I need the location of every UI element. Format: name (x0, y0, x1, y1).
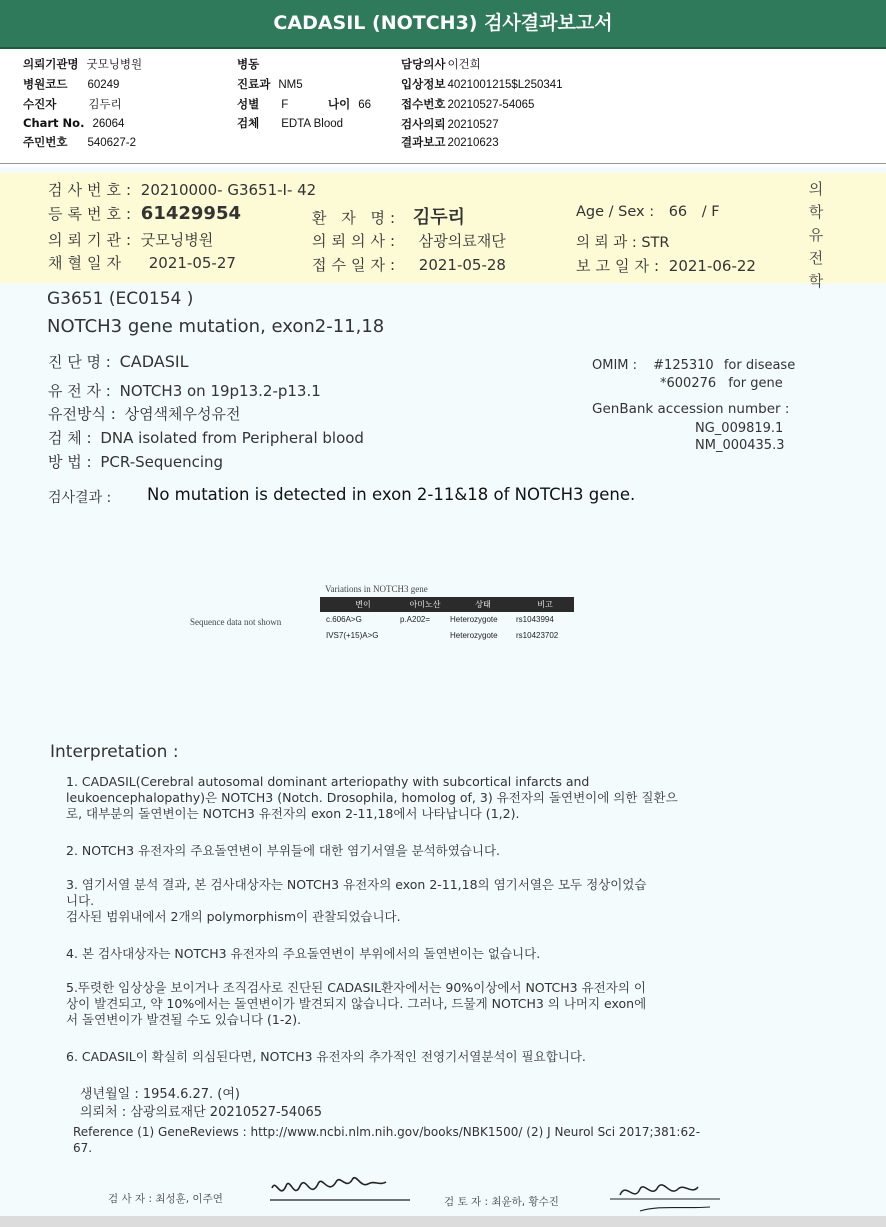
header-resident-no: 주민번호 540627-2 (23, 135, 137, 149)
birth-date: 생년월일 : 1954.6.27. (여) (80, 1087, 241, 1102)
test-number: 검사번호: 20210000- G3651-I- 42 (48, 181, 317, 199)
header-request-date: 검사의뢰 20210527 (401, 117, 499, 131)
reviewer-signature (600, 1175, 740, 1215)
header-age: 나이 66 (328, 97, 372, 111)
header-specimen: 검체 EDTA Blood (237, 116, 344, 130)
header-report-date: 결과보고 20210623 (401, 135, 499, 149)
age-sex: Age / Sex : 66 / F (576, 204, 720, 220)
col-header: 아미노산 (409, 600, 441, 609)
table-row: c.606A>G p.A202= Heterozygote rs1043994 (326, 615, 554, 624)
header-institution: 의뢰기관명 굿모닝병원 (23, 57, 143, 71)
result-label: 검사결과 : (48, 490, 112, 506)
reference-line-1: Reference (1) GeneReviews : http://www.ncbi.nlm.nih.gov/books/NBK1500/ (2) J Neurol Sci 2017;381:62- (73, 1125, 701, 1139)
diagnosis-row: 진 단 명 : CADASIL (48, 352, 189, 371)
genbank-nm: NM_000435.3 (695, 438, 785, 453)
viewer-bottom-bar (0, 1216, 886, 1227)
interpretation-heading: Interpretation : (50, 742, 179, 762)
interpretation-item-2: 2. NOTCH3 유전자의 주요돌연변이 부위들에 대한 염기서열을 분석하였습니다. (66, 843, 500, 858)
method-row: 방 법 : PCR-Sequencing (48, 453, 224, 471)
header-dept: 진료과 NM5 (237, 77, 303, 91)
variations-table (320, 597, 574, 644)
interpretation-item-3: 3. 염기서열 분석 결과, 본 검사대상자는 NOTCH3 유전자의 exon 2-11,18의 염기서열은 모두 정상이었습 니다. 검사된 범위내에서 2개의 polymorphism이 관찰되었습니다. (66, 877, 647, 924)
interpretation-item-1: 1. CADASIL(Cerebral autosomal dominant arteriopathy with subcortical infarcts and leukoencephalopathy)은 NOTCH3 (Notch. Drosophila, homolog of, 3) 유전자의 돌연변이에 의한 질환으 로, 대부분의 돌연변이는 NOTCH3 유전자의 exon 2-11,18에서 나타납니다 (1,2). (66, 774, 678, 821)
header-sex: 성별 F (237, 97, 289, 111)
col-header: 변이 (355, 600, 371, 609)
interpretation-item-4: 4. 본 검사대상자는 NOTCH3 유전자의 주요돌연변이 부위에서의 돌연변이는 없습니다. (66, 946, 541, 961)
genbank-label: GenBank accession number : (592, 401, 790, 417)
tester-signature (262, 1160, 412, 1210)
header-patient: 수진자 김두리 (23, 97, 122, 111)
gene-row: 유 전 자 : NOTCH3 on 19p13.2-p13.1 (48, 382, 321, 400)
table-row: IVS7(+15)A>G Heterozygote rs10423702 (326, 631, 559, 640)
requesting-dept: 의 뢰 과 : STR (576, 235, 670, 251)
result-statement: No mutation is detected in exon 2-11&18 of NOTCH3 gene. (147, 485, 636, 504)
header-hospital-code: 병원코드 60249 (23, 77, 120, 91)
genbank-ng: NG_009819.1 (695, 421, 784, 436)
department-vertical-label: 의 학 유 전 학 (808, 180, 824, 290)
collection-date: 채혈일자 2021-05-27 (48, 254, 236, 272)
header-doctor: 담당의사 이건희 (401, 57, 481, 71)
requesting-institution: 의뢰기관: 굿모닝병원 (48, 231, 214, 249)
reference-line-2: 67. (73, 1141, 93, 1155)
receipt-date: 접수일자: 2021-05-28 (312, 256, 506, 274)
omim-disease: OMIM : #125310 for disease (592, 358, 796, 373)
header-ward: 병동 (237, 57, 260, 71)
report-date: 보고일자: 2021-06-22 (576, 257, 756, 275)
col-header: 상태 (475, 600, 491, 609)
header-clinical-info: 입상정보 4021001215$L250341 (401, 77, 563, 91)
interpretation-item-6: 6. CADASIL이 확실히 의심된다면, NOTCH3 유전자의 추가적인 전영기서열분석이 필요합니다. (66, 1049, 586, 1064)
test-code: G3651 (EC0154 ) (47, 289, 194, 309)
inheritance-row: 유전방식 : 상염색체우성유전 (48, 405, 241, 423)
omim-gene: *600276 for gene (660, 376, 783, 391)
header-chart-no: Chart No. 26064 (23, 116, 125, 130)
variations-header-row (320, 597, 574, 612)
requesting-doctor: 의뢰의사: 삼광의료재단 (312, 232, 506, 250)
registration-number: 등록번호: 61429954 (48, 203, 241, 224)
patient-name: 환 자 명: 김두리 (312, 207, 466, 228)
tester-names: 검 사 자 : 최성훈, 이주연 (108, 1193, 223, 1205)
header-divider (0, 163, 886, 164)
report-title: CADASIL (NOTCH3) 검사결과보고서 (273, 12, 613, 34)
interpretation-item-5: 5.뚜렷한 임상상을 보이거나 조직검사로 진단된 CADASIL환자에서는 90%이상에서 NOTCH3 유전자의 이 상이 발견되고, 약 10%에서는 돌연변이가 발견되지 않습니다. 그러나, 드물게 NOTCH3 의 나머지 exon에 서 돌연변이가 발견될 수도 있습니다 (1-2). (66, 980, 647, 1027)
variations-title: Variations in NOTCH3 gene (325, 584, 428, 594)
test-name: NOTCH3 gene mutation, exon2-11,18 (47, 316, 385, 337)
report-title-banner (0, 0, 886, 49)
specimen-row: 검 체 : DNA isolated from Peripheral blood (48, 429, 364, 447)
sequence-note: Sequence data not shown (190, 617, 282, 627)
col-header: 비고 (537, 600, 553, 609)
reviewer-names: 검 토 자 : 최윤하, 황수진 (444, 1196, 559, 1208)
referrer: 의뢰처 : 삼광의료재단 20210527-54065 (80, 1105, 323, 1120)
header-receipt-no: 접수번호 20210527-54065 (401, 97, 535, 111)
